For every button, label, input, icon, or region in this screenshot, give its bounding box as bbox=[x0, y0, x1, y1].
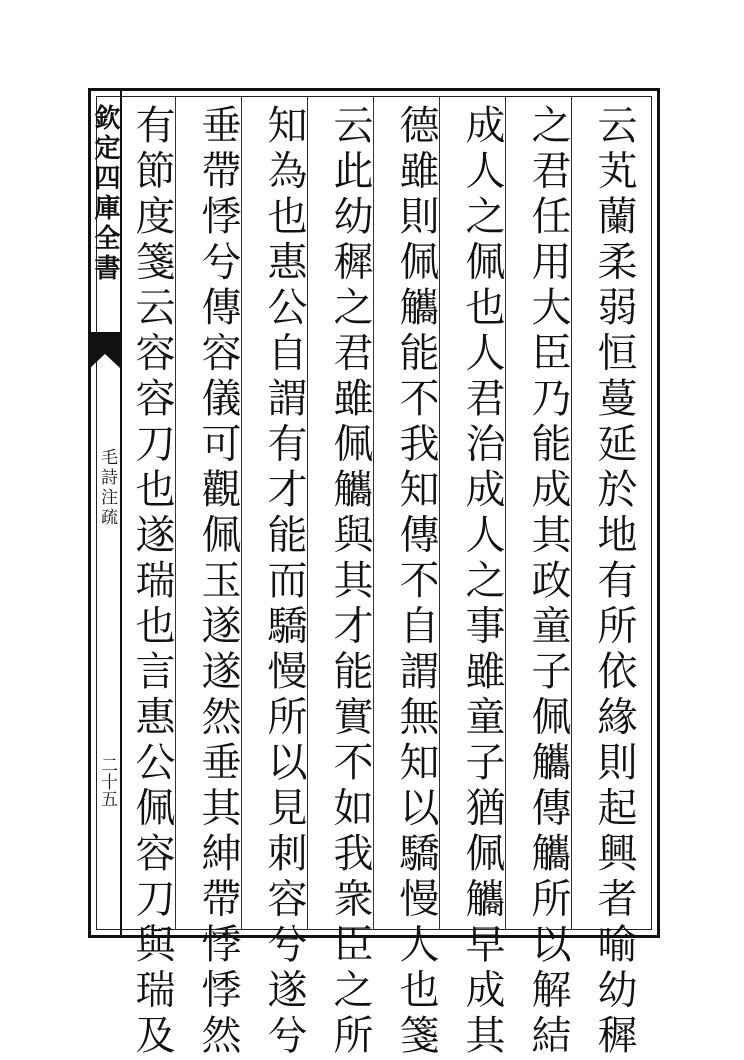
library-title: 欽定四庫全書 bbox=[90, 104, 120, 284]
text-column-8: 有節度箋云容容刀也遂瑞也言惠公佩容刀與瑞及 bbox=[129, 104, 175, 1060]
text-column-4: 德雖則佩觿能不我知傳不自謂無知以驕慢人也箋 bbox=[393, 104, 439, 1060]
text-column-2: 之君任用大臣乃能成其政童子佩觿傳觿所以解結 bbox=[525, 104, 571, 1060]
page-number: 二十五 bbox=[97, 756, 117, 807]
fish-tail-icon bbox=[90, 332, 120, 368]
book-title: 毛詩注疏 bbox=[97, 448, 117, 528]
text-column-5: 云此幼穉之君雖佩觿與其才能實不如我衆臣之所 bbox=[327, 104, 373, 1060]
text-column-1: 云芄蘭柔弱恒蔓延於地有所依緣則起興者喻幼穉 bbox=[591, 104, 637, 1060]
text-column-6: 知為也惠公自謂有才能而驕慢所以見刺容兮遂兮 bbox=[261, 104, 307, 1060]
text-column-3: 成人之佩也人君治成人之事雖童子猶佩觿早成其 bbox=[459, 104, 505, 1060]
text-column-7: 垂帶悸兮傳容儀可觀佩玉遂遂然垂其紳帶悸悸然 bbox=[195, 104, 241, 1060]
